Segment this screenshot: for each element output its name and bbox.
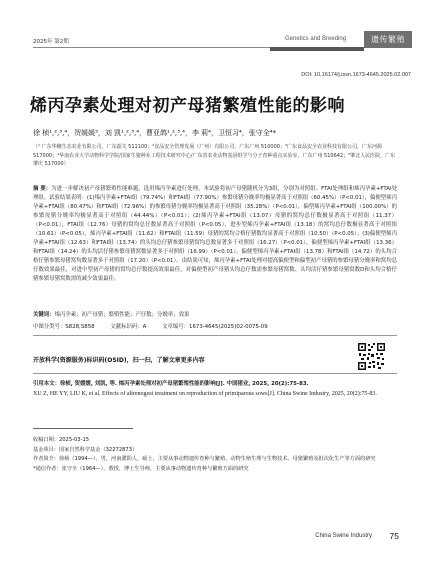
citation-label: 引用本文：: [33, 381, 60, 387]
footer-journal-name: China Swine Industry: [315, 533, 372, 539]
keywords-label: 关键词：: [33, 312, 55, 318]
corresponding-author: *通信作者：张守全（1964—），教授，博士生导师，主要从事动物遗传育种与繁殖方面的研究: [33, 465, 249, 472]
abstract-label: 摘 要：: [33, 186, 52, 192]
oa-top-rule: [33, 335, 397, 336]
page-number: 75: [389, 531, 399, 541]
section-english-label: Genetics and Breeding: [285, 36, 347, 42]
doi-line[interactable]: DOI: 10.16174/j.issn.1673-4645.2025.02.007: [301, 72, 411, 78]
funding: 基金项目：国家自然科学基金（32272873）: [33, 446, 138, 453]
header-accent-bar: [270, 47, 364, 51]
document-code: 文献标识码：A: [110, 324, 147, 330]
footnote-rule: [33, 428, 133, 429]
citation-block: [33, 380, 397, 399]
author-list: 徐 桢¹,²,³,⁴，贺媛媛⁵，刘 凯¹,²,³,⁴，曹亚鸽¹,²,³,⁴，李 莉⁴，卫恒习⁴，张守全⁴*: [33, 129, 277, 137]
abstract: [33, 185, 397, 284]
qr-code-icon[interactable]: [358, 343, 385, 370]
classification-row: [33, 322, 397, 330]
affiliations: （¹ 广东华穗生态农业有限公司，广东韶关 511100；²食品安全管理发展（广州）有限公司，广东广州 510000；³广东食品安全农业科技有限公司，广东河源 517000；⁴华南农业大学动物科学学院/国家生猪种业工程技术研究中心/广东省农业动物基因组学与分子育种重点实验室，广东广州 510642；⁵肇北人民医院，广东肇庆 517000）: [33, 144, 396, 168]
citation-en: XU Z, HE YY, LIU K, et al. Effects of altrenogest treatment on reproduction of primiparous sows[J]. China Swine Industry, 2025, 20(2):75-83.: [33, 390, 377, 397]
clc-number: 中图分类号：S828;S858: [33, 324, 95, 330]
section-badge: 遗传繁殖: [364, 31, 412, 48]
keywords: [33, 310, 397, 318]
author-bio: 作者简介：徐桢（1994—），男，河南濮阳人，硕士，主要从事动物遗传育种与繁殖、动物生殖生理与生物技术、母猪繁殖及批次化生产等方面的研究: [33, 456, 376, 462]
keywords-text: 烯丙孕素；初产母猪；繁殖性能；产仔数；分娩率；效果: [54, 312, 190, 318]
article-title: 烯丙孕素处理对初产母猪繁殖性能的影响: [30, 96, 345, 116]
osid-notice: 开放科学(资源服务)标识码(OSID)，扫一扫，了解文章更多内容: [33, 357, 205, 364]
issue-label: 2025年 第2期: [33, 39, 69, 45]
citation-zh: 徐桢, 贺媛媛, 刘凯, 等. 烯丙孕素处理对初产母猪繁殖性能的影响[J]. 中国猪业, 2025, 20(2):75-83.: [59, 381, 309, 387]
oa-bottom-rule: [33, 373, 397, 374]
article-number: 文章编号：1673-4645(2025)02-0075-09: [162, 324, 268, 330]
received-date: 收稿日期：2025-03-15: [33, 437, 90, 443]
abstract-text: 为进一步解决初产母猪繁殖性能难题，选用烯丙孕素进行处理。本试验将初产母猪随机分为3组，分别为对照组、FTAI处理组和烯丙孕素+FTAI处理组。试验结果表明：(1)烯丙孕素+FTAI组（79.74%）和FTAI组（77.90%）参繁母猪分娩率均极显著高于对照组（60.45%）（P<0.01），偏便型烯丙孕素+FTAI组（80.47%）和FTAI组（72.96%）的参繁母猪分娩率均极显著高于对照组（35.28%）（P<0.01），偏型烯丙孕素+FTAI组（100.00%）的参繁母猪分娩率均极显著高于对照组（44.44%）（P<0.01）；(2)烯丙孕素+FTAI组（13.07）母猪的窝均总仔数极显著高于对照组（11.37）（P<0.01），FTAI组（12.76）母猪的窝均总仔数显著高于对照组（P<0.05），进步型烯丙孕素+FTAI组（13.18）的窝均总仔数极显著高于对照组（10.61）（P<0.05），烯丙孕素+FTAI组（11.62）和FTAI组（11.59）母猪的窝均合格仔猪数均显著高于对照组（10.50）（P<0.05）；(3)偏便型烯丙孕素+FTAI组（12.63）和FTAI组（13.74）的头均总仔猪参繁母猪窝均总数显著多于对照组（16.27）（P<0.01），偏便型烯丙孕素+FTAI组（13.36）和FTAI组（14.24）的头均活仔猪参繁母猪窝数显著多于对照组（16.99）（P<0.01），偏便型烯丙孕素+FTAI组（13.78）和FTAI组（14.72）的头均合格仔猪参繁母猪窝均数显著多于对照组（17.20）（P<0.01）。由结果可知，烯丙孕素+FTAI处理对提高偏便型和偏型初产母猪的参繁母猪分娩率和窝均总仔数效果最佳，对进中型初产母猪的窝均总仔数提高效果最佳，对偏便型初产母猪头均总仔数需参繁母猪窝数、头均活仔猪参繁母猪窝数D和头均合格仔猪参繁母猪窝数需的减少效果最佳。: [33, 186, 397, 282]
footnotes: [33, 436, 397, 474]
